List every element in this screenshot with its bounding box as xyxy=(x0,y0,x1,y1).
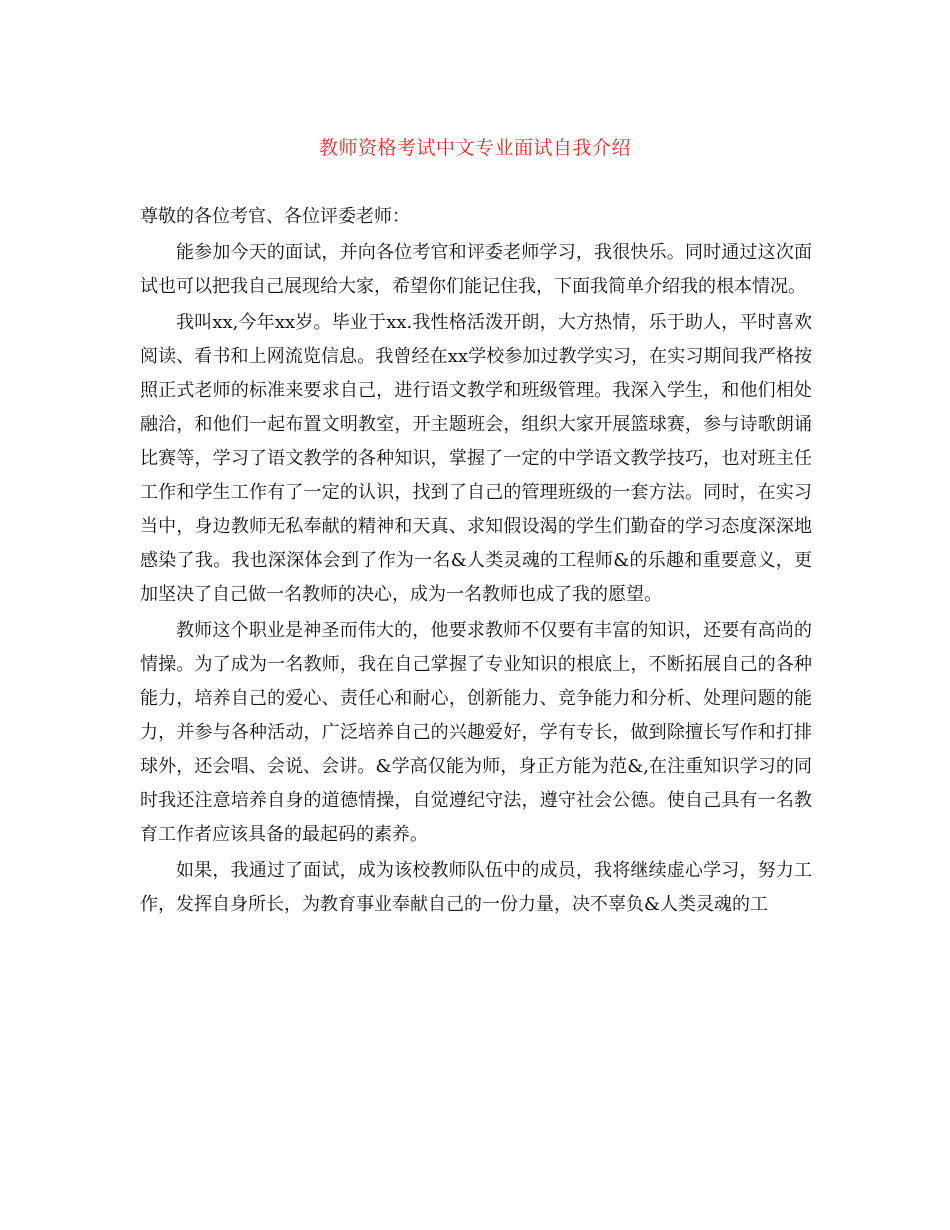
paragraph-commitment: 如果，我通过了面试，成为该校教师队伍中的成员，我将继续虚心学习，努力工作，发挥自身所长，为教育事业奉献自己的一份力量，决不辜负&人类灵魂的工 xyxy=(140,860,812,915)
document-title: 教师资格考试中文专业面试自我介绍 xyxy=(318,137,631,159)
paragraph-background: 我叫xx,今年xx岁。毕业于xx.我性格活泼开朗，大方热情，乐于助人，平时喜欢阅读、看书和上网流览信息。我曾经在xx学校参加过教学实习，在实习期间我严格按照正式老师的标准来要求自己，进行语文教学和班级管理。我深入学生，和他们相处融洽，和他们一起布置文明教室，开主题班会，组织大家开展篮球赛，参与诗歌朗诵比赛等，学习了语文教学的各种知识，掌握了一定的中学语文教学技巧，也对班主任工作和学生工作有了一定的认识，找到了自己的管理班级的一套方法。同时，在实习当中，身边教师无私奉献的精神和天真、求知假设渴的学生们勤奋的学习态度深深地感染了我。我也深深体会到了作为一名&人类灵魂的工程师&的乐趣和重要意义，更加坚决了自己做一名教师的决心，成为一名教师也成了我的愿望。 xyxy=(140,312,812,605)
salutation: 尊敬的各位考官、各位评委老师： xyxy=(140,206,410,227)
document-body xyxy=(140,200,812,924)
paragraph-intro: 能参加今天的面试，并向各位考官和评委老师学习，我很快乐。同时通过这次面试也可以把我自己展现给大家，希望你们能记住我，下面我简单介绍我的根本情况。 xyxy=(140,242,812,297)
paragraph-profession: 教师这个职业是神圣而伟大的，他要求教师不仅要有丰富的知识，还要有高尚的情操。为了成为一名教师，我在自己掌握了专业知识的根底上，不断拓展自己的各种能力，培养自己的爱心、责任心和耐心，创新能力、竞争能力和分析、处理问题的能力，并参与各种活动，广泛培养自己的兴趣爱好，学有专长，做到除擅长写作和打排球外，还会唱、会说、会讲。&学高仅能为师，身正方能为范&,在注重知识学习的同时我还注意培养自身的道德情操，自觉遵纪守法，遵守社会公德。使自己具有一名教育工作者应该具备的最起码的素养。 xyxy=(140,620,812,845)
